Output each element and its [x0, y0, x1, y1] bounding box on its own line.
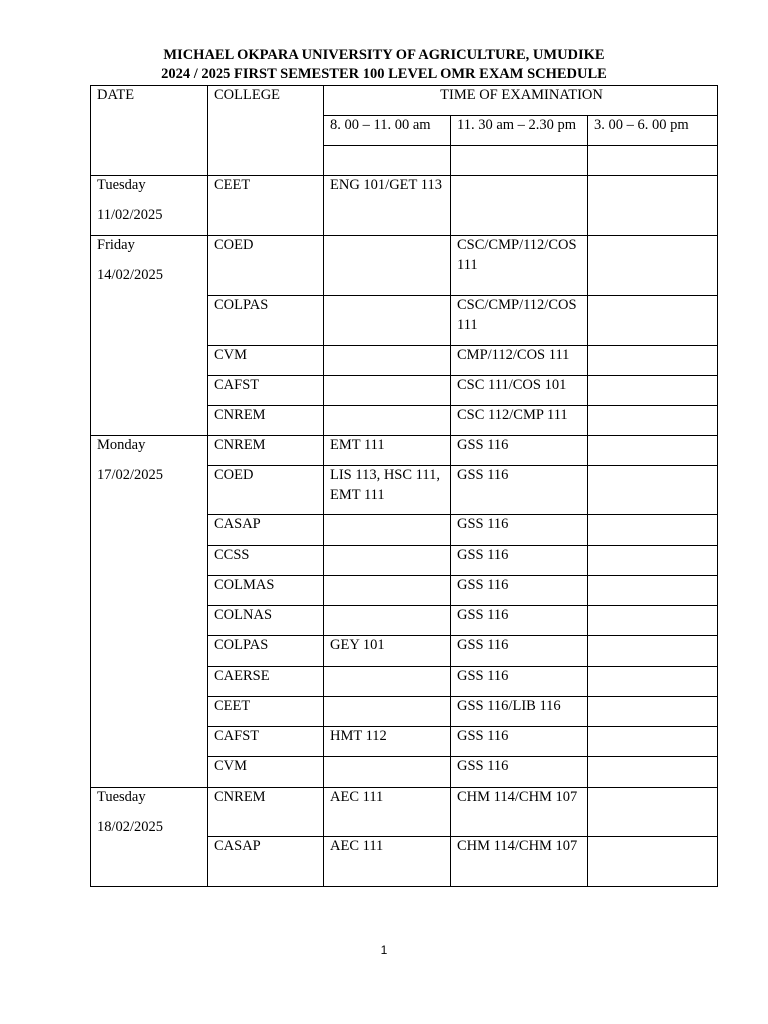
slot-3-cell — [588, 176, 718, 236]
slot-1-cell — [324, 667, 451, 697]
slot-2-cell: GSS 116 — [451, 576, 588, 606]
slot-1-cell — [324, 546, 451, 576]
date-cell — [91, 436, 208, 788]
date-label: 18/02/2025 — [97, 818, 164, 835]
header-spacer-cell — [588, 146, 718, 176]
slot-1-cell — [324, 697, 451, 727]
page-number: 1 — [380, 943, 388, 957]
college-cell: CCSS — [208, 546, 324, 576]
header-date: DATE — [91, 86, 208, 176]
slot-1-cell — [324, 236, 451, 296]
slot-1-cell — [324, 296, 451, 346]
slot-3-cell — [588, 837, 718, 887]
slot-2-cell: GSS 116 — [451, 667, 588, 697]
exam-schedule-table — [90, 85, 718, 887]
header-row — [91, 86, 718, 116]
slot-3-cell — [588, 466, 718, 515]
college-cell: COLPAS — [208, 636, 324, 667]
college-cell: CAERSE — [208, 667, 324, 697]
slot-1-cell: AEC 111 — [324, 837, 451, 887]
slot-2-cell: CMP/112/COS 111 — [451, 346, 588, 376]
slot-2-cell: GSS 116 — [451, 436, 588, 466]
date-label: 17/02/2025 — [97, 466, 164, 483]
slot-3-cell — [588, 376, 718, 406]
college-cell: CASAP — [208, 837, 324, 887]
slot-1-cell: LIS 113, HSC 111, EMT 111 — [324, 466, 451, 515]
slot-2-cell — [451, 176, 588, 236]
college-cell: CASAP — [208, 515, 324, 546]
college-cell: CNREM — [208, 436, 324, 466]
slot-1-cell — [324, 757, 451, 788]
college-cell: COED — [208, 466, 324, 515]
slot-3-cell — [588, 788, 718, 837]
college-cell: CAFST — [208, 376, 324, 406]
slot-3-cell — [588, 757, 718, 788]
header-time-of-examination: TIME OF EXAMINATION — [324, 86, 718, 116]
slot-2-cell: GSS 116 — [451, 515, 588, 546]
date-cell — [91, 176, 208, 236]
header-slot-2: 11. 30 am – 2.30 pm — [451, 116, 588, 146]
slot-3-cell — [588, 636, 718, 667]
slot-2-cell: GSS 116 — [451, 606, 588, 636]
slot-3-cell — [588, 296, 718, 346]
slot-3-cell — [588, 576, 718, 606]
slot-3-cell — [588, 236, 718, 296]
slot-2-cell: CSC/CMP/112/COS 111 — [451, 236, 588, 296]
slot-2-cell: CHM 114/CHM 107 — [451, 788, 588, 837]
slot-1-cell — [324, 406, 451, 436]
slot-1-cell: ENG 101/GET 113 — [324, 176, 451, 236]
college-cell: COLMAS — [208, 576, 324, 606]
slot-1-cell: AEC 111 — [324, 788, 451, 837]
slot-3-cell — [588, 667, 718, 697]
college-cell: COED — [208, 236, 324, 296]
table-row — [91, 436, 718, 466]
college-cell: CEET — [208, 176, 324, 236]
college-cell: CVM — [208, 346, 324, 376]
day-label: Tuesday — [97, 177, 146, 193]
slot-1-cell — [324, 346, 451, 376]
day-label: Monday — [97, 437, 146, 453]
slot-2-cell: GSS 116/LIB 116 — [451, 697, 588, 727]
slot-2-cell: CSC 112/CMP 111 — [451, 406, 588, 436]
slot-2-cell: CSC/CMP/112/COS 111 — [451, 296, 588, 346]
college-cell: CNREM — [208, 406, 324, 436]
college-cell: COLPAS — [208, 296, 324, 346]
slot-1-cell: EMT 111 — [324, 436, 451, 466]
document-subtitle: 2024 / 2025 FIRST SEMESTER 100 LEVEL OMR EXAM SCHEDULE — [161, 66, 607, 82]
day-label: Tuesday — [97, 789, 146, 805]
table-row — [91, 236, 718, 296]
slot-2-cell: CHM 114/CHM 107 — [451, 837, 588, 887]
table-row — [91, 788, 718, 837]
day-label: Friday — [97, 237, 135, 253]
college-cell: CEET — [208, 697, 324, 727]
slot-3-cell — [588, 606, 718, 636]
header-spacer-cell — [324, 146, 451, 176]
slot-3-cell — [588, 727, 718, 757]
college-cell: CVM — [208, 757, 324, 788]
slot-2-cell: GSS 116 — [451, 727, 588, 757]
header-slot-1: 8. 00 – 11. 00 am — [324, 116, 451, 146]
slot-2-cell: GSS 116 — [451, 546, 588, 576]
slot-1-cell — [324, 515, 451, 546]
document-title: MICHAEL OKPARA UNIVERSITY OF AGRICULTURE, UMUDIKE — [163, 47, 605, 63]
slot-1-cell — [324, 606, 451, 636]
exam-schedule-body — [91, 86, 718, 887]
slot-1-cell: HMT 112 — [324, 727, 451, 757]
slot-3-cell — [588, 546, 718, 576]
header-college: COLLEGE — [208, 86, 324, 176]
table-row — [91, 176, 718, 236]
slot-3-cell — [588, 515, 718, 546]
header-spacer-cell — [451, 146, 588, 176]
college-cell: CAFST — [208, 727, 324, 757]
slot-3-cell — [588, 697, 718, 727]
slot-1-cell — [324, 376, 451, 406]
slot-3-cell — [588, 346, 718, 376]
header-slot-3: 3. 00 – 6. 00 pm — [588, 116, 718, 146]
college-cell: CNREM — [208, 788, 324, 837]
slot-2-cell: CSC 111/COS 101 — [451, 376, 588, 406]
date-cell — [91, 236, 208, 436]
slot-3-cell — [588, 436, 718, 466]
slot-2-cell: GSS 116 — [451, 466, 588, 515]
slot-3-cell — [588, 406, 718, 436]
college-cell: COLNAS — [208, 606, 324, 636]
date-label: 11/02/2025 — [97, 206, 163, 223]
slot-2-cell: GSS 116 — [451, 757, 588, 788]
date-label: 14/02/2025 — [97, 266, 164, 283]
date-cell — [91, 788, 208, 887]
slot-1-cell: GEY 101 — [324, 636, 451, 667]
slot-2-cell: GSS 116 — [451, 636, 588, 667]
slot-1-cell — [324, 576, 451, 606]
